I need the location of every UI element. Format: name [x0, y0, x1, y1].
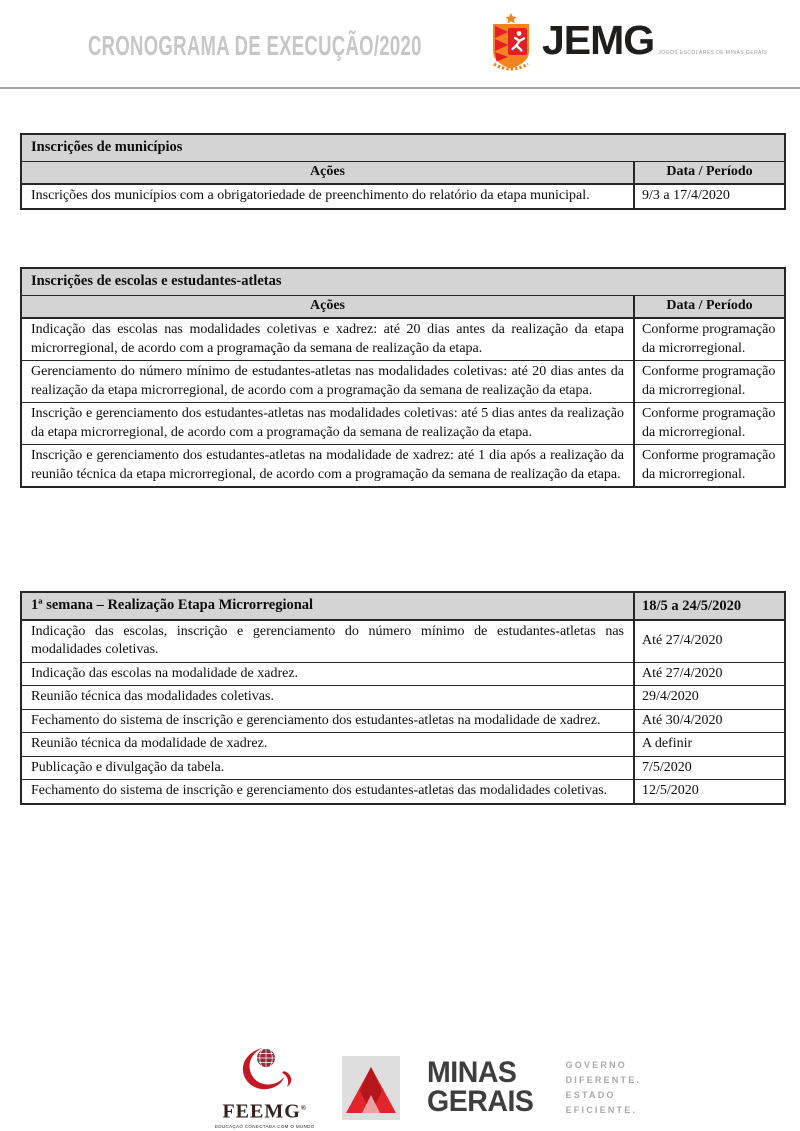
action-cell: Publicação e divulgação da tabela.	[22, 757, 635, 780]
feemg-name: FEEMG®	[222, 1100, 308, 1123]
action-cell: Fechamento do sistema de inscrição e gerenciamento dos estudantes-atletas na modalidade de xadrez.	[22, 710, 635, 733]
feemg-registered-mark: ®	[300, 1104, 308, 1112]
mg-tagline-line: GOVERNO	[565, 1059, 628, 1070]
mg-name-line2: GERAIS	[426, 1084, 533, 1118]
table-primeira-semana	[20, 591, 786, 805]
date-cell: 12/5/2020	[642, 783, 699, 798]
feemg-swoosh-icon	[232, 1047, 298, 1098]
action-cell: Reunião técnica da modalidade de xadrez.	[22, 733, 635, 756]
table-title: 1ª semana – Realização Etapa Microrregional	[22, 593, 635, 619]
date-cell: Conforme programação da microrregional.	[642, 406, 776, 440]
date-cell: Conforme programação da microrregional.	[642, 322, 776, 356]
table-row	[22, 445, 784, 486]
action-cell: Gerenciamento do número mínimo de estudantes-atletas nas modalidades coletivas: até 20 dias antes da realização da etapa microrregional, de acordo com a programação da semana de realização da etapa.	[22, 361, 635, 402]
action-cell: Inscrições dos municípios com a obrigatoriedade de preenchimento do relatório da etapa municipal.	[22, 185, 635, 208]
action-cell: Indicação das escolas, inscrição e gerenciamento do número mínimo de estudantes-atletas nas modalidades coletivas.	[22, 621, 635, 662]
table-row	[22, 361, 784, 403]
date-cell: Conforme programação da microrregional.	[642, 364, 776, 398]
column-header-acoes: Ações	[22, 296, 635, 318]
minas-gerais-tagline	[566, 1058, 642, 1118]
table-inscricoes-escolas	[20, 267, 786, 488]
mg-tagline-line: EFICIENTE.	[565, 1104, 638, 1115]
column-header-acoes: Ações	[22, 162, 635, 184]
table-row	[22, 663, 784, 687]
table-row	[22, 621, 784, 663]
mg-tagline-line: ESTADO	[565, 1089, 616, 1100]
table-title-date: 18/5 a 24/5/2020	[642, 597, 742, 614]
jemg-wordmark	[542, 13, 768, 63]
table-title: Inscrições de municípios	[22, 135, 784, 162]
table-row	[22, 185, 784, 208]
footer-logos	[56, 1047, 800, 1129]
minas-gerais-wordmark	[426, 1056, 533, 1118]
column-header-data-periodo: Data / Período	[666, 297, 753, 313]
table-row	[22, 403, 784, 445]
feemg-tagline: EDUCAÇÃO CONECTADA COM O MUNDO	[214, 1123, 315, 1129]
jemg-tagline: JOGOS ESCOLARES DE MINAS GERAIS	[658, 50, 768, 56]
mg-name-line1: MINAS	[426, 1056, 517, 1090]
table-row	[22, 710, 784, 734]
page-title: CRONOGRAMA DE EXECUÇÃO/2020	[88, 30, 422, 61]
mg-triangle-icon	[344, 1065, 398, 1120]
date-cell: Até 27/4/2020	[642, 632, 723, 648]
action-cell: Indicação das escolas nas modalidades coletivas e xadrez: até 20 dias antes da realização da etapa microrregional, de acordo com a programação da semana de realização da etapa.	[22, 319, 635, 360]
date-cell: Até 30/4/2020	[642, 712, 723, 728]
table-inscricoes-municipios	[20, 133, 786, 210]
date-cell: Até 27/4/2020	[642, 665, 723, 681]
date-cell: A definir	[642, 736, 693, 751]
column-header-data-periodo: Data / Período	[666, 163, 753, 179]
table-row	[22, 319, 784, 361]
date-cell: 9/3 a 17/4/2020	[642, 188, 730, 203]
action-cell: Inscrição e gerenciamento dos estudantes-atletas nas modalidades coletivas: até 5 dias antes da realização da etapa microrregional, de acordo com a programação da semana de realização da etapa.	[22, 403, 635, 444]
date-cell: Conforme programação da microrregional.	[642, 448, 776, 482]
table-header-row	[22, 296, 784, 320]
action-cell: Inscrição e gerenciamento dos estudantes-atletas na modalidade de xadrez: até 1 dia após a realização da reunião técnica da etapa microrregional, de acordo com a programação da semana de realização da etapa.	[22, 445, 635, 486]
table-title: Inscrições de escolas e estudantes-atletas	[22, 269, 784, 296]
jemg-name: JEMG	[542, 17, 655, 63]
table-header-row	[22, 162, 784, 186]
date-cell: 7/5/2020	[642, 759, 692, 775]
jemg-shield-icon	[486, 13, 536, 76]
minas-gerais-emblem	[342, 1056, 400, 1120]
header-separator-line	[0, 87, 800, 89]
action-cell: Reunião técnica das modalidades coletivas.	[22, 686, 635, 709]
feemg-logo	[215, 1047, 315, 1129]
date-cell: 29/4/2020	[642, 689, 699, 704]
mg-tagline-line: DIFERENTE.	[565, 1074, 642, 1085]
table-title-row	[22, 593, 784, 621]
jemg-logo	[486, 13, 767, 76]
action-cell: Indicação das escolas na modalidade de xadrez.	[22, 663, 635, 686]
action-cell: Fechamento do sistema de inscrição e gerenciamento dos estudantes-atletas das modalidades coletivas.	[22, 780, 635, 803]
table-row	[22, 757, 784, 781]
table-row	[22, 686, 784, 710]
table-row	[22, 780, 784, 803]
table-row	[22, 733, 784, 757]
